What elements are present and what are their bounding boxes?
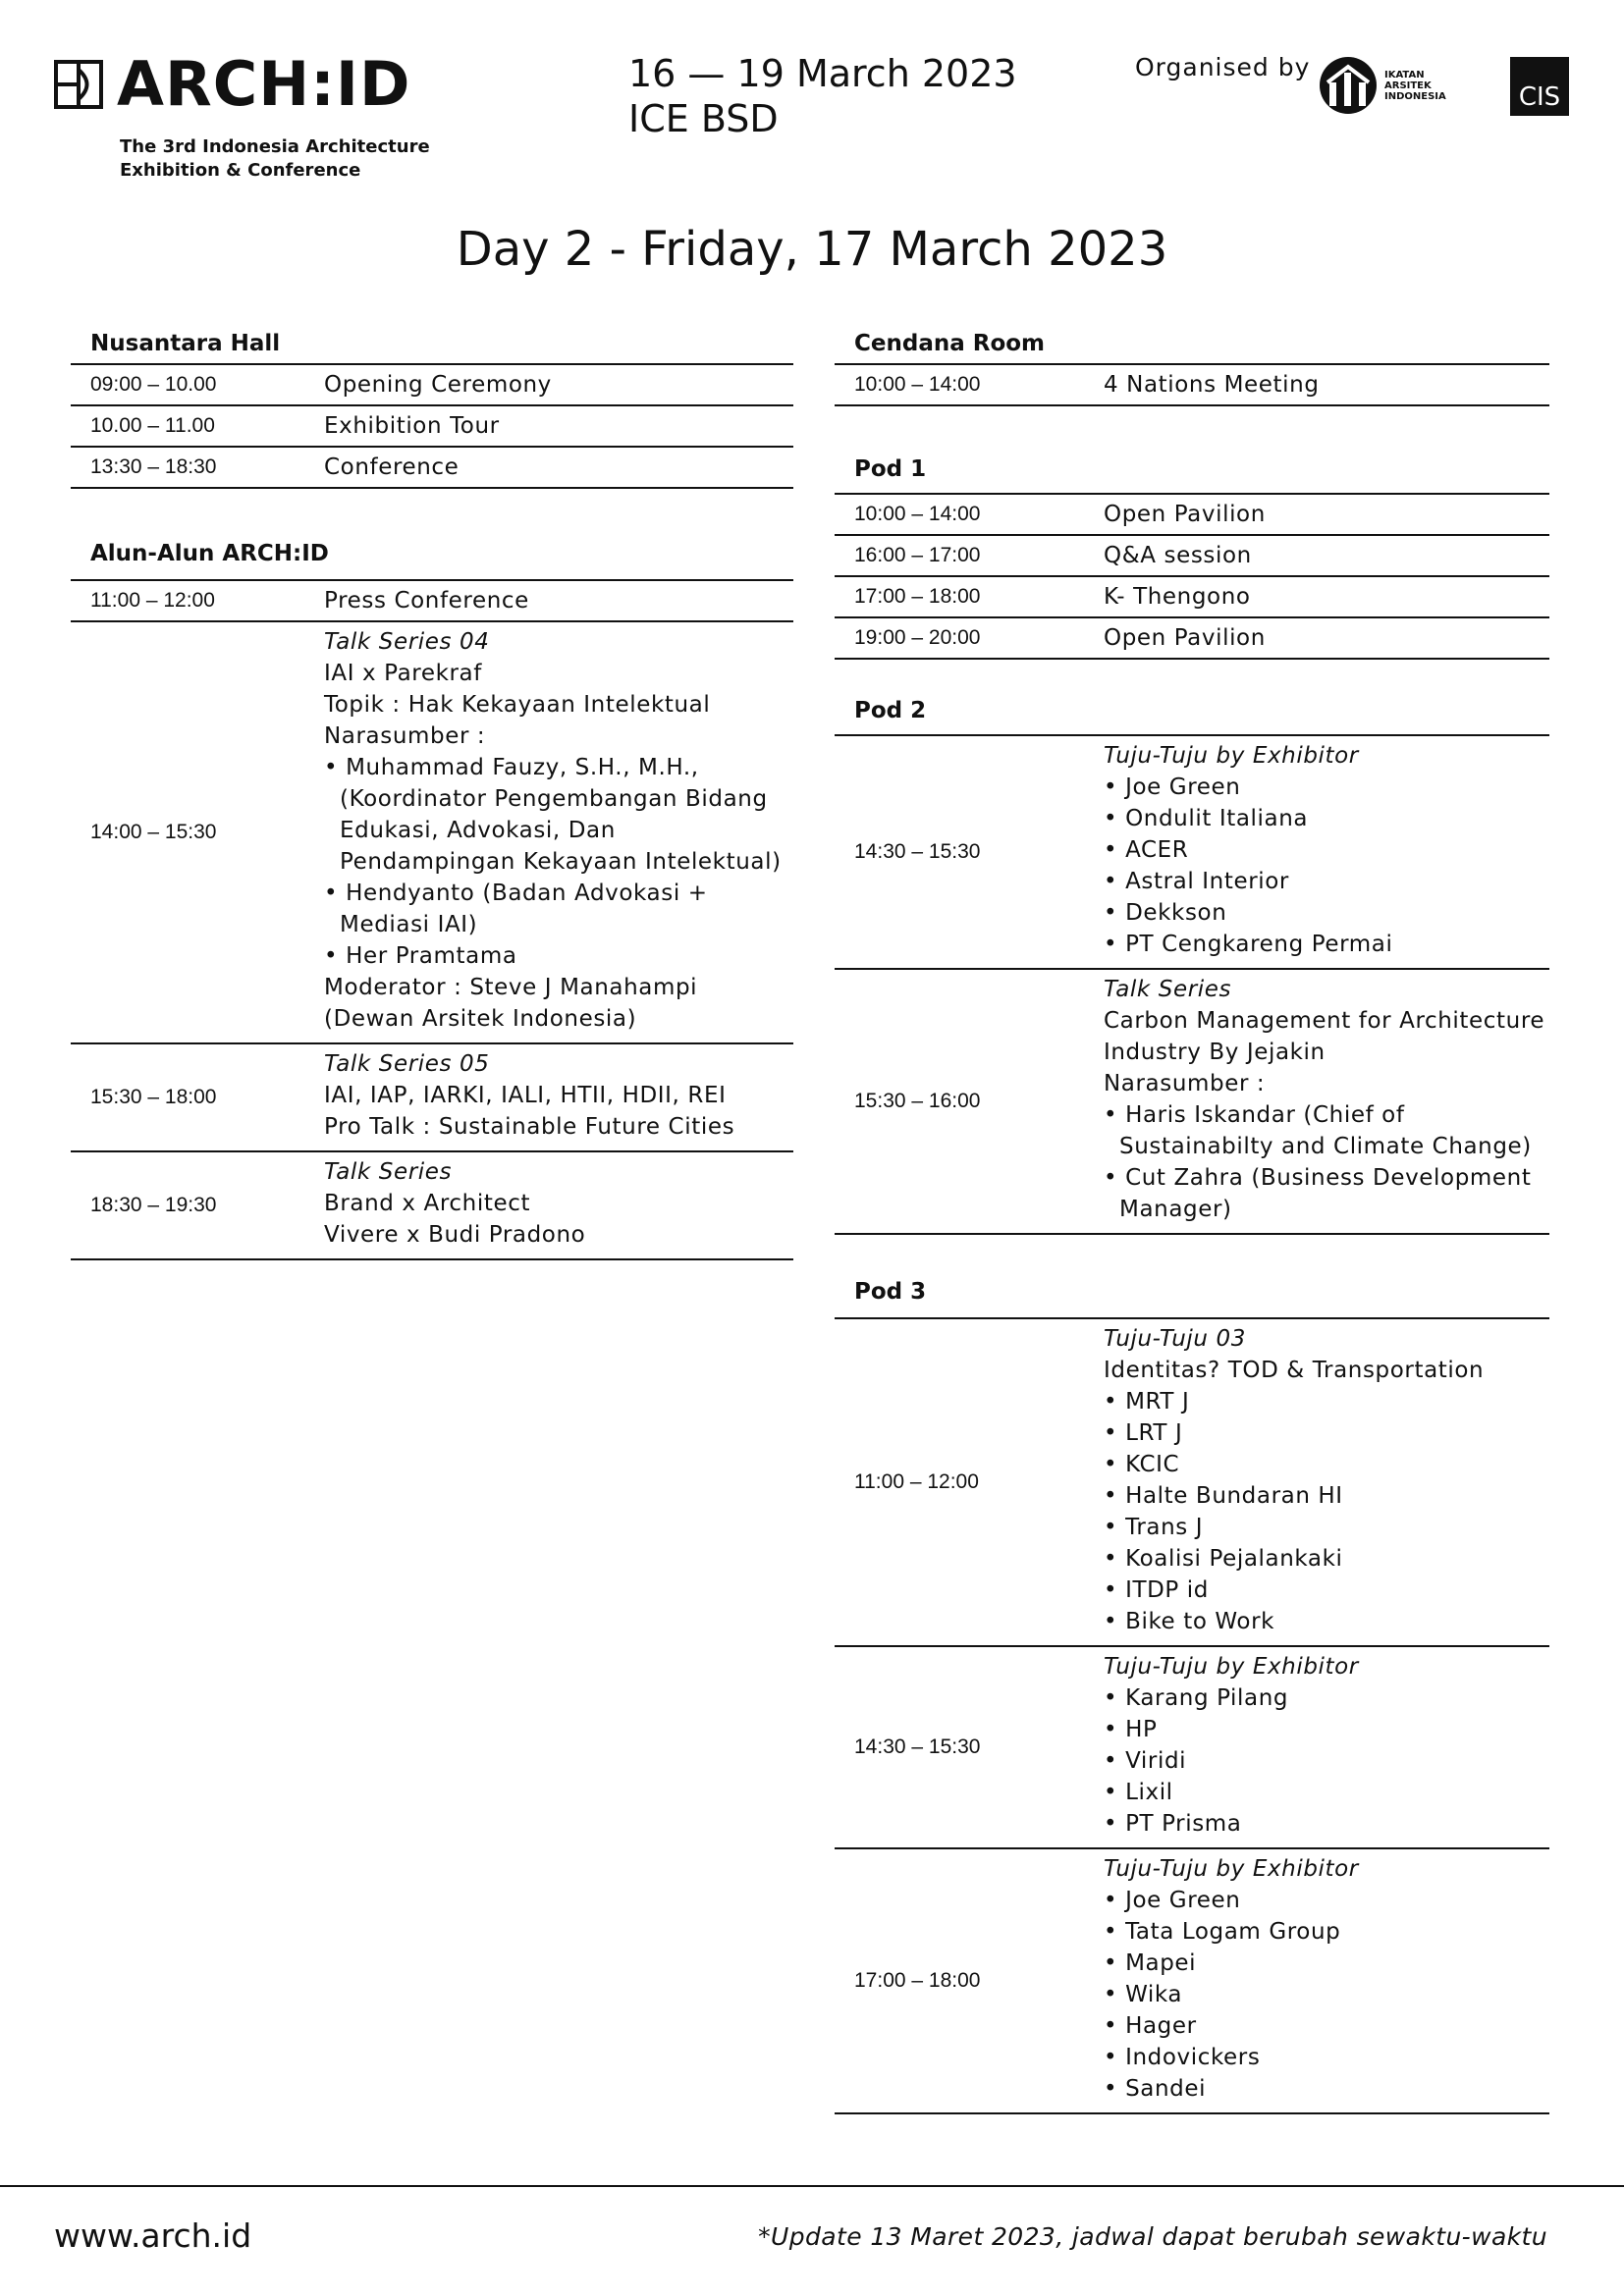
footer-divider	[0, 2185, 1624, 2187]
schedule-row	[835, 1647, 1549, 1849]
row-time: 17:00 – 18:00	[854, 585, 981, 608]
iai-logo	[1320, 55, 1446, 116]
exhibitor-bullet: • ACER	[1104, 837, 1189, 863]
exhibitor-bullet: • Sandei	[1104, 2076, 1207, 2102]
activity-line: Vivere x Budi Pradono	[324, 1222, 586, 1248]
speaker-bullet: • Hendyanto (Badan Advokasi + Mediasi IAI)	[324, 881, 708, 937]
venue-heading-alun-alun: Alun-Alun ARCH:ID	[71, 540, 793, 581]
schedule-row	[835, 618, 1549, 660]
participant-bullet: • Koalisi Pejalankaki	[1104, 1546, 1343, 1572]
schedule-row	[835, 536, 1549, 577]
schedule-row	[71, 581, 793, 622]
venue-heading-pod-3: Pod 3	[835, 1278, 1549, 1319]
participant-bullet: • LRT J	[1104, 1420, 1183, 1446]
activity-line: IAI, IAP, IARKI, IALI, HTII, HDII, REI	[324, 1083, 727, 1108]
logo-wordmark: ARCH:ID	[117, 48, 411, 120]
exhibitor-bullet: • PT Prisma	[1104, 1811, 1242, 1837]
exhibitor-bullet: • Ondulit Italiana	[1104, 806, 1309, 831]
speaker-bullet: • Her Pramtama	[324, 943, 517, 969]
participant-bullet: • Trans J	[1104, 1515, 1204, 1540]
event-dates: 16 — 19 March 2023	[628, 52, 1017, 95]
row-activity: Exhibition Tour	[324, 413, 500, 439]
row-time: 16:00 – 17:00	[854, 544, 981, 566]
row-activity: 4 Nations Meeting	[1104, 372, 1320, 398]
arch-id-logo	[54, 48, 411, 120]
activity-line: Identitas? TOD & Transportation	[1104, 1358, 1485, 1383]
schedule-row	[71, 1152, 793, 1260]
iai-logo-line: INDONESIA	[1384, 90, 1446, 102]
row-time: 19:00 – 20:00	[854, 626, 981, 649]
event-info	[628, 51, 1017, 141]
row-time: 13:30 – 18:30	[90, 455, 217, 478]
row-activity	[306, 1152, 793, 1258]
exhibitor-bullet: • Hager	[1104, 2013, 1197, 2039]
logo-subtitle-line-1: The 3rd Indonesia Architecture	[120, 136, 430, 157]
speaker-bullet: • Cut Zahra (Business Development Manager)	[1104, 1165, 1532, 1222]
schedule-row	[835, 1319, 1549, 1647]
venue-heading-nusantara: Nusantara Hall	[71, 330, 793, 365]
row-activity	[1086, 1647, 1549, 1847]
schedule-row	[835, 1849, 1549, 2114]
participant-bullet: • KCIC	[1104, 1452, 1180, 1477]
activity-line: Brand x Architect	[324, 1191, 531, 1216]
logo-subtitle-line-2: Exhibition & Conference	[120, 160, 361, 181]
activity-line: Narasumber :	[1104, 1071, 1266, 1096]
row-time: 15:30 – 16:00	[854, 1090, 981, 1112]
schedule-row	[71, 448, 793, 489]
activity-line: Topik : Hak Kekayaan Intelektual	[324, 692, 711, 718]
row-activity: Press Conference	[324, 588, 529, 614]
row-activity	[306, 622, 793, 1042]
row-time: 14:00 – 15:30	[90, 821, 217, 843]
row-time: 15:30 – 18:00	[90, 1086, 217, 1108]
exhibitor-bullet: • PT Cengkareng Permai	[1104, 932, 1393, 957]
left-schedule-column	[71, 330, 793, 1260]
arch-id-logo-icon	[54, 60, 103, 109]
participant-bullet: • ITDP id	[1104, 1577, 1209, 1603]
exhibitor-bullet: • Astral Interior	[1104, 869, 1289, 894]
row-time: 18:30 – 19:30	[90, 1194, 217, 1216]
participant-bullet: • Bike to Work	[1104, 1609, 1275, 1634]
row-activity: Q&A session	[1104, 543, 1252, 568]
moderator-line: (Dewan Arsitek Indonesia)	[324, 1006, 637, 1032]
activity-line: Pro Talk : Sustainable Future Cities	[324, 1114, 735, 1140]
schedule-row	[71, 406, 793, 448]
exhibitor-bullet: • Viridi	[1104, 1748, 1187, 1774]
speaker-bullet: • Haris Iskandar (Chief of Sustainabilty and Climate Change)	[1104, 1102, 1532, 1159]
row-time: 10.00 – 11.00	[90, 414, 215, 437]
schedule-row	[835, 736, 1549, 970]
moderator-line: Moderator : Steve J Manahampi	[324, 975, 698, 1000]
row-activity	[1086, 736, 1549, 968]
talk-series-label: Talk Series 05	[324, 1051, 490, 1077]
speaker-bullet: • Muhammad Fauzy, S.H., M.H., (Koordinator Pengembangan Bidang Edukasi, Advokasi, Dan Pendampingan Kekayaan Intelektual)	[324, 755, 782, 875]
row-time: 09:00 – 10.00	[90, 373, 217, 396]
cis-logo: CIS	[1510, 57, 1569, 116]
exhibitor-bullet: • Tata Logam Group	[1104, 1919, 1341, 1945]
exhibitor-bullet: • Lixil	[1104, 1780, 1173, 1805]
organised-by-label: Organised by	[1135, 53, 1311, 81]
row-activity: Open Pavilion	[1104, 625, 1266, 651]
participant-bullet: • Halte Bundaran HI	[1104, 1483, 1343, 1509]
row-activity: Open Pavilion	[1104, 502, 1266, 527]
row-time: 14:30 – 15:30	[854, 840, 981, 863]
schedule-row	[71, 1044, 793, 1152]
row-activity: Conference	[324, 454, 460, 480]
exhibitor-bullet: • Karang Pilang	[1104, 1685, 1289, 1711]
talk-series-label: Talk Series 04	[324, 629, 490, 655]
venue-heading-cendana: Cendana Room	[835, 330, 1549, 365]
row-activity: K- Thengono	[1104, 584, 1251, 610]
exhibitor-bullet: • Joe Green	[1104, 1888, 1241, 1913]
row-time: 11:00 – 12:00	[854, 1470, 979, 1493]
schedule-row	[835, 577, 1549, 618]
schedule-row	[835, 365, 1549, 406]
exhibitor-bullet: • Dekkson	[1104, 900, 1227, 926]
row-activity	[1086, 1849, 1549, 2112]
row-activity: Opening Ceremony	[324, 372, 552, 398]
schedule-row	[71, 365, 793, 406]
exhibitor-bullet: • Joe Green	[1104, 774, 1241, 800]
iai-logo-text	[1384, 70, 1446, 102]
activity-line: IAI x Parekraf	[324, 661, 482, 686]
iai-logo-line: IKATAN	[1384, 69, 1425, 80]
talk-series-label: Talk Series	[324, 1159, 453, 1185]
talk-series-label: Talk Series	[1104, 977, 1232, 1002]
right-schedule-column	[835, 330, 1549, 2114]
talk-series-label: Tuju-Tuju by Exhibitor	[1104, 1654, 1359, 1680]
row-activity	[1086, 970, 1549, 1233]
activity-line: Carbon Management for Architecture Industry By Jejakin	[1104, 1008, 1545, 1065]
iai-logo-line: ARSITEK	[1384, 80, 1432, 91]
venue-heading-pod-2: Pod 2	[835, 697, 1549, 736]
update-note: *Update 13 Maret 2023, jadwal dapat berubah sewaktu-waktu	[758, 2222, 1547, 2251]
participant-bullet: • MRT J	[1104, 1389, 1190, 1415]
row-time: 14:30 – 15:30	[854, 1735, 981, 1758]
exhibitor-bullet: • Mapei	[1104, 1950, 1197, 1976]
schedule-row	[835, 495, 1549, 536]
exhibitor-bullet: • Wika	[1104, 1982, 1183, 2007]
logo-subtitle	[120, 135, 430, 183]
venue-heading-pod-1: Pod 1	[835, 455, 1549, 495]
schedule-row	[71, 622, 793, 1044]
iai-logo-icon	[1320, 55, 1377, 116]
day-title: Day 2 - Friday, 17 March 2023	[456, 222, 1168, 277]
row-activity	[306, 1044, 793, 1150]
activity-line: Narasumber :	[324, 723, 486, 749]
talk-series-label: Tuju-Tuju by Exhibitor	[1104, 1856, 1359, 1882]
schedule-row	[835, 970, 1549, 1235]
row-time: 11:00 – 12:00	[90, 589, 215, 612]
exhibitor-bullet: • Indovickers	[1104, 2045, 1261, 2070]
talk-series-label: Tuju-Tuju 03	[1104, 1326, 1246, 1352]
website-link[interactable]: www.arch.id	[54, 2216, 252, 2255]
row-activity	[1086, 1319, 1549, 1645]
row-time: 17:00 – 18:00	[854, 1969, 981, 1992]
row-time: 10:00 – 14:00	[854, 373, 981, 396]
talk-series-label: Tuju-Tuju by Exhibitor	[1104, 743, 1359, 769]
row-time: 10:00 – 14:00	[854, 503, 981, 525]
event-venue: ICE BSD	[628, 97, 779, 140]
exhibitor-bullet: • HP	[1104, 1717, 1158, 1742]
